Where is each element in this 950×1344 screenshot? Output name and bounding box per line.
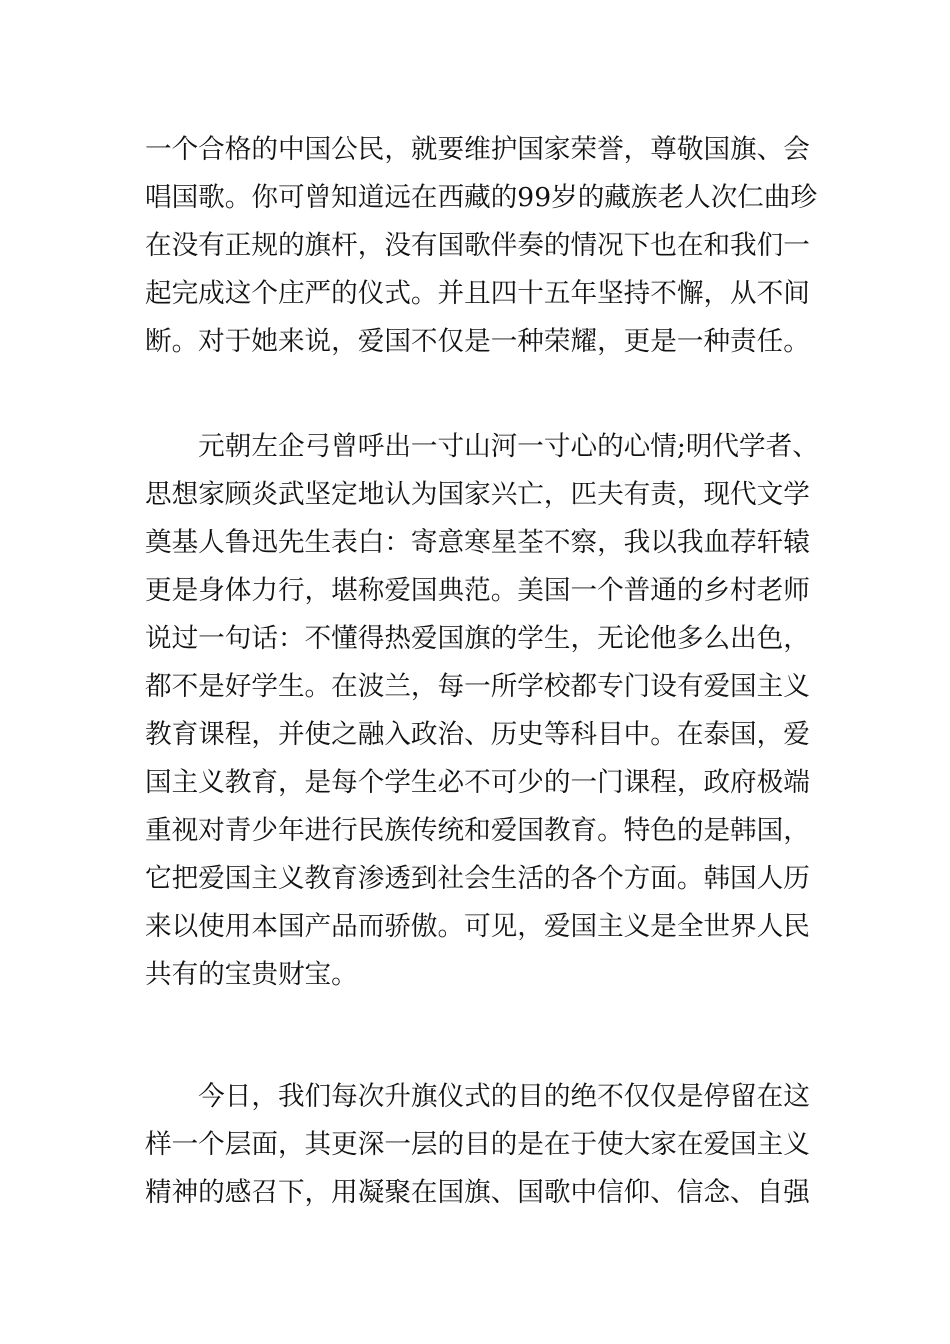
paragraph-line: 断。对于她来说，爱国不仅是一种荣耀，更是一种责任。 bbox=[145, 326, 810, 357]
paragraph-line: 说过一句话：不懂得热爱国旗的学生，无论他多么出色， bbox=[145, 623, 810, 654]
paragraph-1 bbox=[145, 126, 818, 366]
paragraph-line: 重视对青少年进行民族传统和爱国教育。特色的是韩国， bbox=[145, 815, 810, 846]
paragraph-line: 它把爱国主义教育渗透到社会生活的各个方面。韩国人历 bbox=[145, 863, 810, 894]
paragraph-2 bbox=[145, 423, 819, 999]
paragraph-line: 教育课程，并使之融入政治、历史等科目中。在泰国，爱 bbox=[145, 719, 810, 750]
paragraph-line: 在没有正规的旗杆，没有国歌伴奏的情况下也在和我们一 bbox=[145, 230, 810, 261]
paragraph-line: 一个合格的中国公民，就要维护国家荣誉，尊敬国旗、会 bbox=[145, 134, 810, 165]
paragraph-line: 今日，我们每次升旗仪式的目的绝不仅仅是停留在这 bbox=[145, 1081, 810, 1112]
paragraph-line: 唱国歌。你可曾知道远在西藏的99岁的藏族老人次仁曲珍 bbox=[145, 182, 818, 213]
paragraph-line: 思想家顾炎武坚定地认为国家兴亡，匹夫有责，现代文学 bbox=[145, 479, 810, 510]
paragraph-line: 元朝左企弓曾呼出一寸山河一寸心的心情;明代学者、 bbox=[145, 431, 819, 462]
paragraph-line: 共有的宝贵财宝。 bbox=[145, 959, 358, 990]
paragraph-line: 都不是好学生。在波兰，每一所学校都专门设有爱国主义 bbox=[145, 671, 810, 702]
paragraph-line: 样一个层面，其更深一层的目的是在于使大家在爱国主义 bbox=[145, 1129, 810, 1160]
paragraph-line: 更是身体力行，堪称爱国典范。美国一个普通的乡村老师 bbox=[145, 575, 810, 606]
paragraph-line: 来以使用本国产品而骄傲。可见，爱国主义是全世界人民 bbox=[145, 911, 810, 942]
paragraph-line: 起完成这个庄严的仪式。并且四十五年坚持不懈，从不间 bbox=[145, 278, 810, 309]
paragraph-line: 国主义教育，是每个学生必不可少的一门课程，政府极端 bbox=[145, 767, 810, 798]
paragraph-line: 奠基人鲁迅先生表白：寄意寒星荃不察，我以我血荐轩辕 bbox=[145, 527, 810, 558]
paragraph-3 bbox=[145, 1073, 810, 1217]
paragraph-line: 精神的感召下，用凝聚在国旗、国歌中信仰、信念、自强 bbox=[145, 1177, 810, 1208]
